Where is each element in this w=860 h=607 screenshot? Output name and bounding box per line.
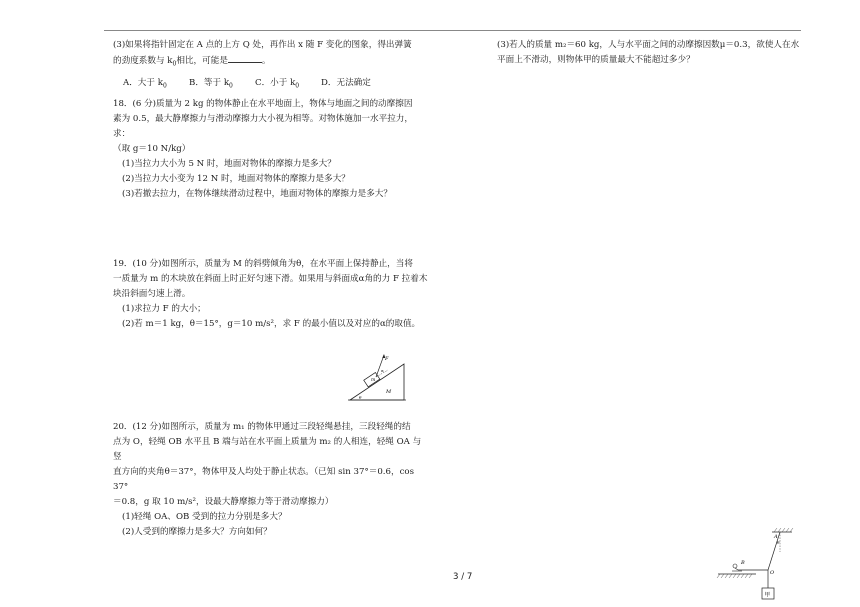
label-O: O xyxy=(770,570,775,576)
q17-3-line2b: 相比，可能是 xyxy=(176,56,228,66)
q17-3-line2c: 。 xyxy=(261,56,271,66)
q20-3-line1: (3)若人的质量 m₂＝60 kg，人与水平面之间的动摩擦因数μ＝0.3，欲使人在水 xyxy=(497,40,800,50)
q17-3-line2: 的劲度系数与 $k_0$相比，可能是 。 xyxy=(113,53,428,72)
q20-line3: 直方向的夹角θ＝37°，物体甲及人均处于静止状态。（已知 sin 37°＝0.6，cos 37° xyxy=(113,467,414,493)
left-column xyxy=(113,38,428,540)
q19-line2: 一质量为 m 的木块放在斜面上时正好匀速下滑。如果用与斜面成α角的力 F 拉着木 xyxy=(113,274,428,285)
q20-3-line2: 平面上不滑动，则物体甲的质量最大不能超过多少？ xyxy=(497,55,695,65)
q17-3-line2a: 的劲度系数与 k xyxy=(113,56,173,66)
q18-line2: 素为 0.5，最大静摩擦力与滑动摩擦力大小视为相等。对物体施加一水平拉力，求： xyxy=(113,114,413,140)
q20-line4: ＝0.8，g 取 10 m/s²，设最大静摩擦力等于滑动摩擦力） xyxy=(113,497,334,508)
right-column xyxy=(497,38,807,68)
q19-sub1: (1)求拉力 F 的大小； xyxy=(122,304,206,315)
force-arrow xyxy=(376,355,384,377)
q18-sub3: (3)若撤去拉力，在物体继续滑动过程中，地面对物体的摩擦力是多大？ xyxy=(122,189,392,200)
person-icon xyxy=(733,564,737,568)
label-A: A xyxy=(774,534,778,540)
q20-line2: 点为 O，轻绳 OB 水平且 B 端与站在水平面上质量为 m₂ 的人相连，轻绳 OA 与竖 xyxy=(113,437,422,463)
label-theta2: θ xyxy=(777,540,780,545)
q20-sub1: (1)轻绳 OA、OB 受到的拉力分别是多大？ xyxy=(122,512,287,523)
label-B: B xyxy=(741,560,745,566)
q20-line1: 20．(12 分)如图所示，质量为 m₁ 的物体甲通过三段轻绳悬挂，三段轻绳的结 xyxy=(113,422,411,433)
label-m: m xyxy=(371,378,376,383)
q20-sub2: (2)人受到的摩擦力是多大？方向如何？ xyxy=(122,527,272,538)
option-d: D．无法确定 xyxy=(321,77,371,88)
option-b: B．等于 $k_0$ xyxy=(189,77,233,90)
label-F: F xyxy=(385,356,389,362)
q18-line3: （取 g＝10 N/kg） xyxy=(113,144,191,155)
label-alpha: α xyxy=(381,368,384,373)
rope-figure xyxy=(716,526,796,606)
page-number: 3 / 7 xyxy=(453,572,473,582)
option-a: A．大于 $k_0$ xyxy=(123,77,167,90)
incline-figure xyxy=(348,352,406,402)
answer-blank xyxy=(228,53,262,63)
q19-line1: 19．(10 分)如图所示，质量为 M 的斜劈倾角为θ，在水平面上保持静止，当将 xyxy=(113,259,413,270)
q18-sub2: (2)当拉力大小变为 12 N 时，地面对物体的摩擦力是多大？ xyxy=(122,174,350,185)
q18-sub1: (1)当拉力大小为 5 N 时，地面对物体的摩擦力是多大？ xyxy=(122,159,336,170)
q19-sub2: (2)若 m＝1 kg，θ＝15°，g＝10 m/s²，求 F 的最小值以及对应的α的取值。 xyxy=(122,319,421,330)
header-rule xyxy=(104,30,801,31)
label-theta: θ xyxy=(359,395,362,400)
label-M: M xyxy=(386,389,392,395)
q17-3-options xyxy=(123,76,428,94)
q18-line1: 18．(6 分)质量为 2 kg 的物体静止在水平地面上，物体与地面之间的动摩擦因 xyxy=(113,99,413,110)
q19-line3: 块沿斜面匀速上滑。 xyxy=(113,289,191,300)
label-jia: 甲 xyxy=(764,592,771,599)
q17-3-line1: (3)如果将指针固定在 A 点的上方 Q 处，再作出 x 随 F 变化的图象，得出弹簧 xyxy=(113,40,412,50)
option-c: C．小于 $k_0$ xyxy=(255,77,300,90)
